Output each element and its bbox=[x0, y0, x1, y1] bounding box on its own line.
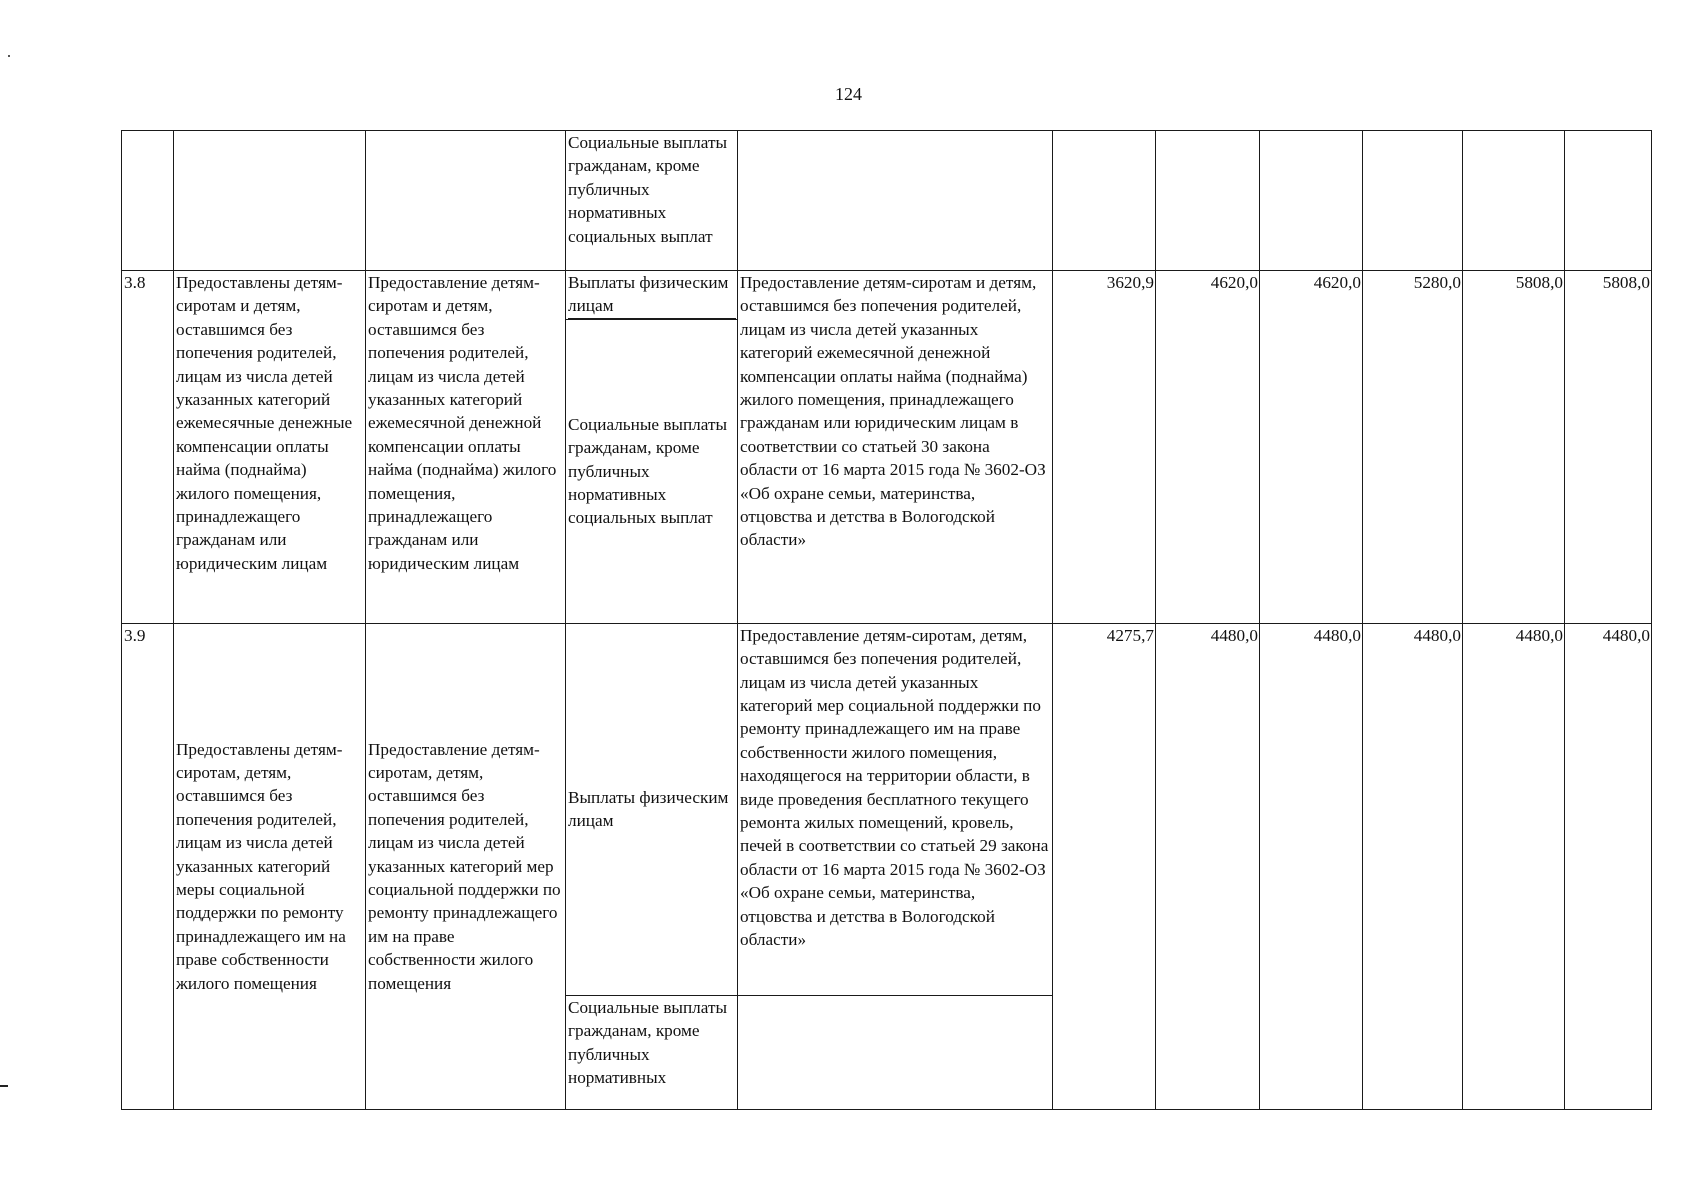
measure-cell: Предоставление детям-сиротам, детям, оставшимся без попечения родителей, лицам из числа детей указанных категорий мер социальной поддержки по ремонту принадлежащего им на праве собственности жилого помещения bbox=[366, 623, 566, 1109]
cell-measure bbox=[366, 131, 566, 271]
scan-edge-mark bbox=[0, 1085, 8, 1087]
result-cell: Предоставлены детям-сиротам и детям, оставшимся без попечения родителей, лицам из числа детей указанных категорий ежемесячные денежные компенсации оплаты найма (поднайма) жилого помещения, принадлежащего гражданам или юридическим лицам bbox=[174, 271, 366, 624]
row-number: 3.8 bbox=[122, 271, 174, 624]
table-row-3-8 bbox=[122, 271, 1652, 320]
payment-type-text: Выплаты физическим лицам bbox=[568, 271, 736, 319]
value-2024: 4480,0 bbox=[1565, 623, 1652, 1109]
result-cell: Предоставлены детям-сиротам, детям, оставшимся без попечения родителей, лицам из числа детей указанных категорий меры социальной поддержки по ремонту принадлежащего им на праве собственности жилого помещения bbox=[174, 623, 366, 1109]
cell-num bbox=[122, 131, 174, 271]
cell-basis bbox=[738, 131, 1053, 271]
cell-value bbox=[1463, 131, 1565, 271]
cell-result bbox=[174, 131, 366, 271]
measure-cell: Предоставление детям-сиротам и детям, оставшимся без попечения родителей, лицам из числа детей указанных категорий ежемесячной денежной компенсации оплаты найма (поднайма) жилого помещения, принадлежащего гражданам или юридическим лицам bbox=[366, 271, 566, 624]
cell-value bbox=[1565, 131, 1652, 271]
value-2021: 4480,0 bbox=[1260, 623, 1363, 1109]
value-2019: 4275,7 bbox=[1053, 623, 1156, 1109]
table-row-continuation bbox=[122, 131, 1652, 271]
value-2023: 4480,0 bbox=[1463, 623, 1565, 1109]
value-2019: 3620,9 bbox=[1053, 271, 1156, 624]
basis-cell-empty bbox=[738, 995, 1053, 1109]
cell-value bbox=[1260, 131, 1363, 271]
payment-type-cell: Социальные выплаты гражданам, кроме публичных нормативных bbox=[566, 995, 738, 1109]
value-2022: 4480,0 bbox=[1363, 623, 1463, 1109]
value-2024: 5808,0 bbox=[1565, 271, 1652, 624]
payment-type-cell bbox=[566, 271, 738, 320]
value-2020: 4620,0 bbox=[1156, 271, 1260, 624]
basis-cell: Предоставление детям-сиротам, детям, оставшимся без попечения родителей, лицам из числа детей указанных категорий мер социальной поддержки по ремонту принадлежащего им на праве собственности жилого помещения, находящегося на территории области, в виде проведения бесплатного текущего ремонта жилых помещений, кровель, печей в соответствии со статьей 29 закона области от 16 марта 2015 года № 3602-ОЗ «Об охране семьи, материнства, отцовства и детства в Вологодской области» bbox=[738, 623, 1053, 995]
basis-cell: Предоставление детям-сиротам и детям, оставшимся без попечения родителей, лицам из числа детей указанных категорий ежемесячной денежной компенсации оплаты найма (поднайма) жилого помещения, принадлежащего гражданам или юридическим лицам в соответствии со статьей 30 закона области от 16 марта 2015 года № 3602-ОЗ «Об охране семьи, материнства, отцовства и детства в Вологодской области» bbox=[738, 271, 1053, 624]
payment-type-cell: Выплаты физическим лицам bbox=[566, 623, 738, 995]
row-number: 3.9 bbox=[122, 623, 174, 1109]
cell-value bbox=[1156, 131, 1260, 271]
value-2021: 4620,0 bbox=[1260, 271, 1363, 624]
cell-payment-type: Социальные выплаты гражданам, кроме публичных нормативных социальных выплат bbox=[566, 131, 738, 271]
scan-speck bbox=[8, 55, 10, 57]
value-2020: 4480,0 bbox=[1156, 623, 1260, 1109]
program-table bbox=[121, 130, 1652, 1110]
table-row-3-9 bbox=[122, 623, 1652, 995]
cell-value bbox=[1053, 131, 1156, 271]
value-2022: 5280,0 bbox=[1363, 271, 1463, 624]
cell-value bbox=[1363, 131, 1463, 271]
value-2023: 5808,0 bbox=[1463, 271, 1565, 624]
page-number: 124 bbox=[835, 84, 862, 104]
payment-type-cell: Социальные выплаты гражданам, кроме публичных нормативных социальных выплат bbox=[566, 319, 738, 623]
